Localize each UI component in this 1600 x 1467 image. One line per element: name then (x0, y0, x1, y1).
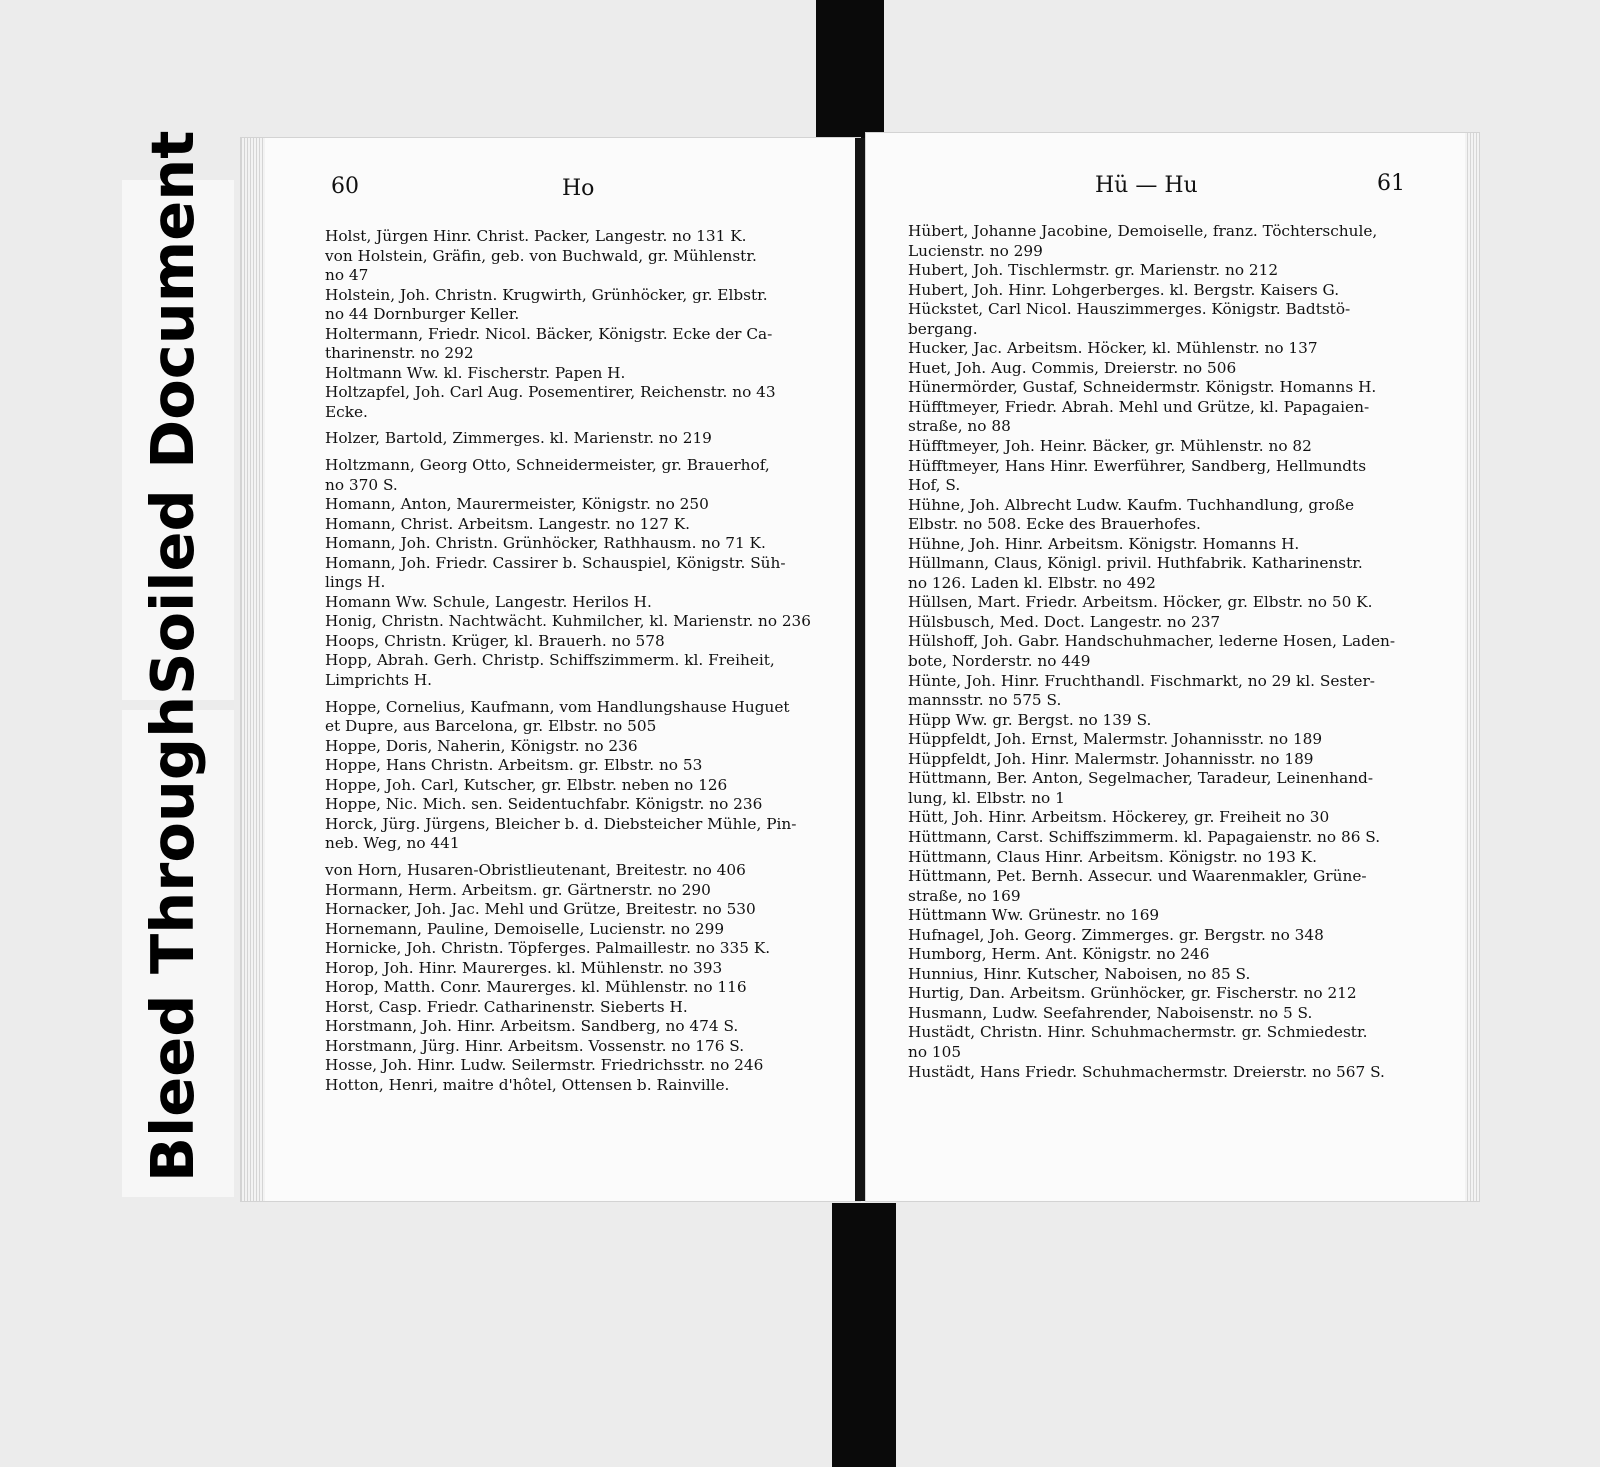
entry-line: Hubert, Joh. Hinr. Lohgerberges. kl. Bergstr. Kaisers G. (908, 280, 1340, 299)
entry-line: Homann, Joh. Friedr. Cassirer b. Schauspiel, Königstr. Süh- (325, 553, 786, 572)
entry-line: Horstmann, Joh. Hinr. Arbeitsm. Sandberg, no 474 S. (325, 1017, 739, 1036)
entry-line: bergang. (908, 319, 978, 338)
entry-line: Hüttmann, Pet. Bernh. Assecur. und Waarenmakler, Grüne- (908, 867, 1367, 886)
entry-line: von Holstein, Gräfin, geb. von Buchwald, gr. Mühlenstr. (325, 246, 757, 265)
entry-line: Hoppe, Doris, Naherin, Königstr. no 236 (325, 736, 638, 755)
entry-line: Homann, Joh. Christn. Grünhöcker, Rathhausm. no 71 K. (325, 534, 766, 553)
entry-line: Hüpp Ww. gr. Bergst. no 139 S. (908, 710, 1152, 729)
entry-line: Hoops, Christn. Krüger, kl. Brauerh. no 578 (325, 631, 665, 650)
entry-line: Holst, Jürgen Hinr. Christ. Packer, Langestr. no 131 K. (325, 227, 747, 245)
entry-line: Hoppe, Cornelius, Kaufmann, vom Handlungshause Huguet (325, 697, 790, 716)
entry-line: no 105 (908, 1042, 962, 1061)
entry-line: Hof, S. (908, 476, 961, 495)
entry-line: Hufnagel, Joh. Georg. Zimmerges. gr. Bergstr. no 348 (908, 925, 1324, 944)
entry-line: Holzer, Bartold, Zimmerges. kl. Marienstr. no 219 (325, 429, 712, 448)
entry-line: Homann, Anton, Maurermeister, Königstr. no 250 (325, 495, 709, 514)
entry-line: Horst, Casp. Friedr. Catharinenstr. Sieberts H. (325, 997, 688, 1016)
entry-line: Lucienstr. no 299 (908, 241, 1043, 260)
entry-line: Hoppe, Hans Christn. Arbeitsm. gr. Elbstr. no 53 (325, 756, 703, 775)
entry-line: Homann Ww. Schule, Langestr. Herilos H. (325, 592, 652, 611)
entry-line: Horstmann, Jürg. Hinr. Arbeitsm. Vossenstr. no 176 S. (325, 1036, 745, 1055)
entry-line: Hormann, Herm. Arbeitsm. gr. Gärtnerstr. no 290 (325, 880, 711, 899)
page-number-left: 60 (331, 174, 359, 199)
entry-line: Holstein, Joh. Christn. Krugwirth, Grünhöcker, gr. Elbstr. (325, 285, 768, 304)
entry-line: Holtzmann, Georg Otto, Schneidermeister, gr. Brauerhof, (325, 456, 770, 475)
entry-line: no 370 S. (325, 475, 398, 494)
entry-line: Holtzapfel, Joh. Carl Aug. Posementirer, Reichenstr. no 43 (325, 383, 776, 402)
entry-line: Hübert, Johanne Jacobine, Demoiselle, franz. Töchterschule, (908, 222, 1378, 240)
entry-line: Hosse, Joh. Hinr. Ludw. Seilermstr. Friedrichsstr. no 246 (325, 1056, 764, 1075)
entry-line: no 126. Laden kl. Elbstr. no 492 (908, 573, 1156, 592)
entry-line: Hühne, Joh. Hinr. Arbeitsm. Königstr. Homanns H. (908, 534, 1300, 553)
entry-line: Hüllsen, Mart. Friedr. Arbeitsm. Höcker, gr. Elbstr. no 50 K. (908, 593, 1373, 612)
entry-line: Hoppe, Nic. Mich. sen. Seidentuchfabr. Königstr. no 236 (325, 795, 763, 814)
entry-line: Hühne, Joh. Albrecht Ludw. Kaufm. Tuchhandlung, große (908, 495, 1354, 514)
entry-line: Hüttmann, Ber. Anton, Segelmacher, Taradeur, Leinenhand- (908, 769, 1374, 788)
entry-line: Hüfftmeyer, Hans Hinr. Ewerführer, Sandberg, Hellmundts (908, 456, 1367, 475)
entry-line: Holtermann, Friedr. Nicol. Bäcker, Königstr. Ecke der Ca- (325, 324, 773, 343)
entry-line: Horck, Jürg. Jürgens, Bleicher b. d. Diebsteicher Mühle, Pin- (325, 814, 797, 833)
entry-line: Honig, Christn. Nachtwächt. Kuhmilcher, kl. Marienstr. no 236 (325, 612, 811, 631)
entry-line: Hopp, Abrah. Gerh. Christp. Schiffszimmerm. kl. Freiheit, (325, 651, 775, 670)
entry-line: Hüppfeldt, Joh. Hinr. Malermstr. Johannisstr. no 189 (908, 749, 1314, 768)
entry-line: Hülsbusch, Med. Doct. Langestr. no 237 (908, 612, 1221, 631)
entry-line: Humborg, Herm. Ant. Königstr. no 246 (908, 945, 1210, 964)
entry-line: Holtmann Ww. kl. Fischerstr. Papen H. (325, 363, 626, 382)
entry-line: Elbstr. no 508. Ecke des Brauerhofes. (908, 515, 1201, 534)
entry-line: straße, no 169 (908, 886, 1021, 905)
entry-line: no 44 Dornburger Keller. (325, 305, 520, 324)
binding-bar-bottom (832, 1203, 896, 1467)
entry-line: Limprichts H. (325, 671, 433, 690)
entry-line: Hornacker, Joh. Jac. Mehl und Grütze, Breitestr. no 530 (325, 900, 756, 919)
entry-line: lings H. (325, 573, 386, 592)
page-number-right: 61 (1377, 171, 1405, 196)
entry-line: Ecke. (325, 402, 368, 421)
entry-line: Hückstet, Carl Nicol. Hauszimmerges. Königstr. Badtstö- (908, 300, 1351, 319)
entry-line: Hustädt, Christn. Hinr. Schuhmachermstr. gr. Schmiedestr. (908, 1023, 1368, 1042)
entry-line: Hornemann, Pauline, Demoiselle, Lucienstr. no 299 (325, 919, 725, 938)
entry-line: tharinenstr. no 292 (325, 344, 474, 363)
entry-line: Hüttmann Ww. Grünestr. no 169 (908, 906, 1160, 925)
entry-line: mannsstr. no 575 S. (908, 691, 1062, 710)
entry-list-right (908, 222, 1395, 1082)
entry-line: Hünte, Joh. Hinr. Fruchthandl. Fischmarkt, no 29 kl. Sester- (908, 671, 1375, 690)
entry-line: Horop, Joh. Hinr. Maurerges. kl. Mühlenstr. no 393 (325, 958, 723, 977)
right-page (866, 133, 1479, 1201)
entry-line: no 47 (325, 266, 369, 285)
entry-line: Horop, Matth. Conr. Maurerges. kl. Mühlenstr. no 116 (325, 978, 747, 997)
entry-line: Hüppfeldt, Joh. Ernst, Malermstr. Johannisstr. no 189 (908, 730, 1323, 749)
entry-line: bote, Norderstr. no 449 (908, 652, 1091, 671)
book-spine (855, 138, 865, 1201)
page-header-left: Ho (562, 176, 595, 201)
entry-line: Husmann, Ludw. Seefahrender, Naboisenstr. no 5 S. (908, 1003, 1313, 1022)
entry-line: Hüllmann, Claus, Königl. privil. Huthfabrik. Katharinenstr. (908, 554, 1363, 573)
left-page (241, 138, 860, 1201)
entry-line: lung, kl. Elbstr. no 1 (908, 788, 1065, 807)
entry-line: von Horn, Husaren-Obristlieutenant, Breitestr. no 406 (325, 860, 746, 879)
entry-line: et Dupre, aus Barcelona, gr. Elbstr. no 505 (325, 717, 657, 736)
entry-line: Hoppe, Joh. Carl, Kutscher, gr. Elbstr. neben no 126 (325, 775, 728, 794)
entry-line: Hunnius, Hinr. Kutscher, Naboisen, no 85 S. (908, 964, 1251, 983)
entry-line: Hünermörder, Gustaf, Schneidermstr. Königstr. Homanns H. (908, 378, 1377, 397)
entry-line: straße, no 88 (908, 417, 1011, 436)
entry-line: Hurtig, Dan. Arbeitsm. Grünhöcker, gr. Fischerstr. no 212 (908, 984, 1357, 1003)
entry-list-left (325, 227, 813, 1096)
entry-line: neb. Weg, no 441 (325, 834, 460, 853)
entry-line: Hucker, Jac. Arbeitsm. Höcker, kl. Mühlenstr. no 137 (908, 339, 1318, 358)
entry-line: Hüttmann, Claus Hinr. Arbeitsm. Königstr. no 193 K. (908, 847, 1317, 866)
entry-line: Hütt, Joh. Hinr. Arbeitsm. Höckerey, gr. Freiheit no 30 (908, 808, 1330, 827)
entry-line: Hustädt, Hans Friedr. Schuhmachermstr. Dreierstr. no 567 S. (908, 1062, 1385, 1081)
entry-line: Hüttmann, Carst. Schiffszimmerm. kl. Papagaienstr. no 86 S. (908, 827, 1381, 846)
entry-line: Hubert, Joh. Tischlermstr. gr. Marienstr. no 212 (908, 261, 1279, 280)
entry-line: Huet, Joh. Aug. Commis, Dreierstr. no 506 (908, 358, 1237, 377)
bleed-through-label: Bleed Through (138, 695, 207, 1182)
binding-bar-top (816, 0, 884, 155)
entry-line: Homann, Christ. Arbeitsm. Langestr. no 127 K. (325, 514, 691, 533)
entry-line: Hülshoff, Joh. Gabr. Handschuhmacher, lederne Hosen, Laden- (908, 632, 1396, 651)
entry-line: Hornicke, Joh. Christn. Töpferges. Palmaillestr. no 335 K. (325, 939, 771, 958)
soiled-document-label: Soiled Document (138, 130, 207, 695)
entry-line: Hüfftmeyer, Friedr. Abrah. Mehl und Grütze, kl. Papagaien- (908, 397, 1370, 416)
entry-line: Hüfftmeyer, Joh. Heinr. Bäcker, gr. Mühlenstr. no 82 (908, 437, 1312, 456)
entry-line: Hotton, Henri, maitre d'hôtel, Ottensen b. Rainville. (325, 1075, 730, 1094)
page-header-right: Hü — Hu (1095, 173, 1198, 198)
